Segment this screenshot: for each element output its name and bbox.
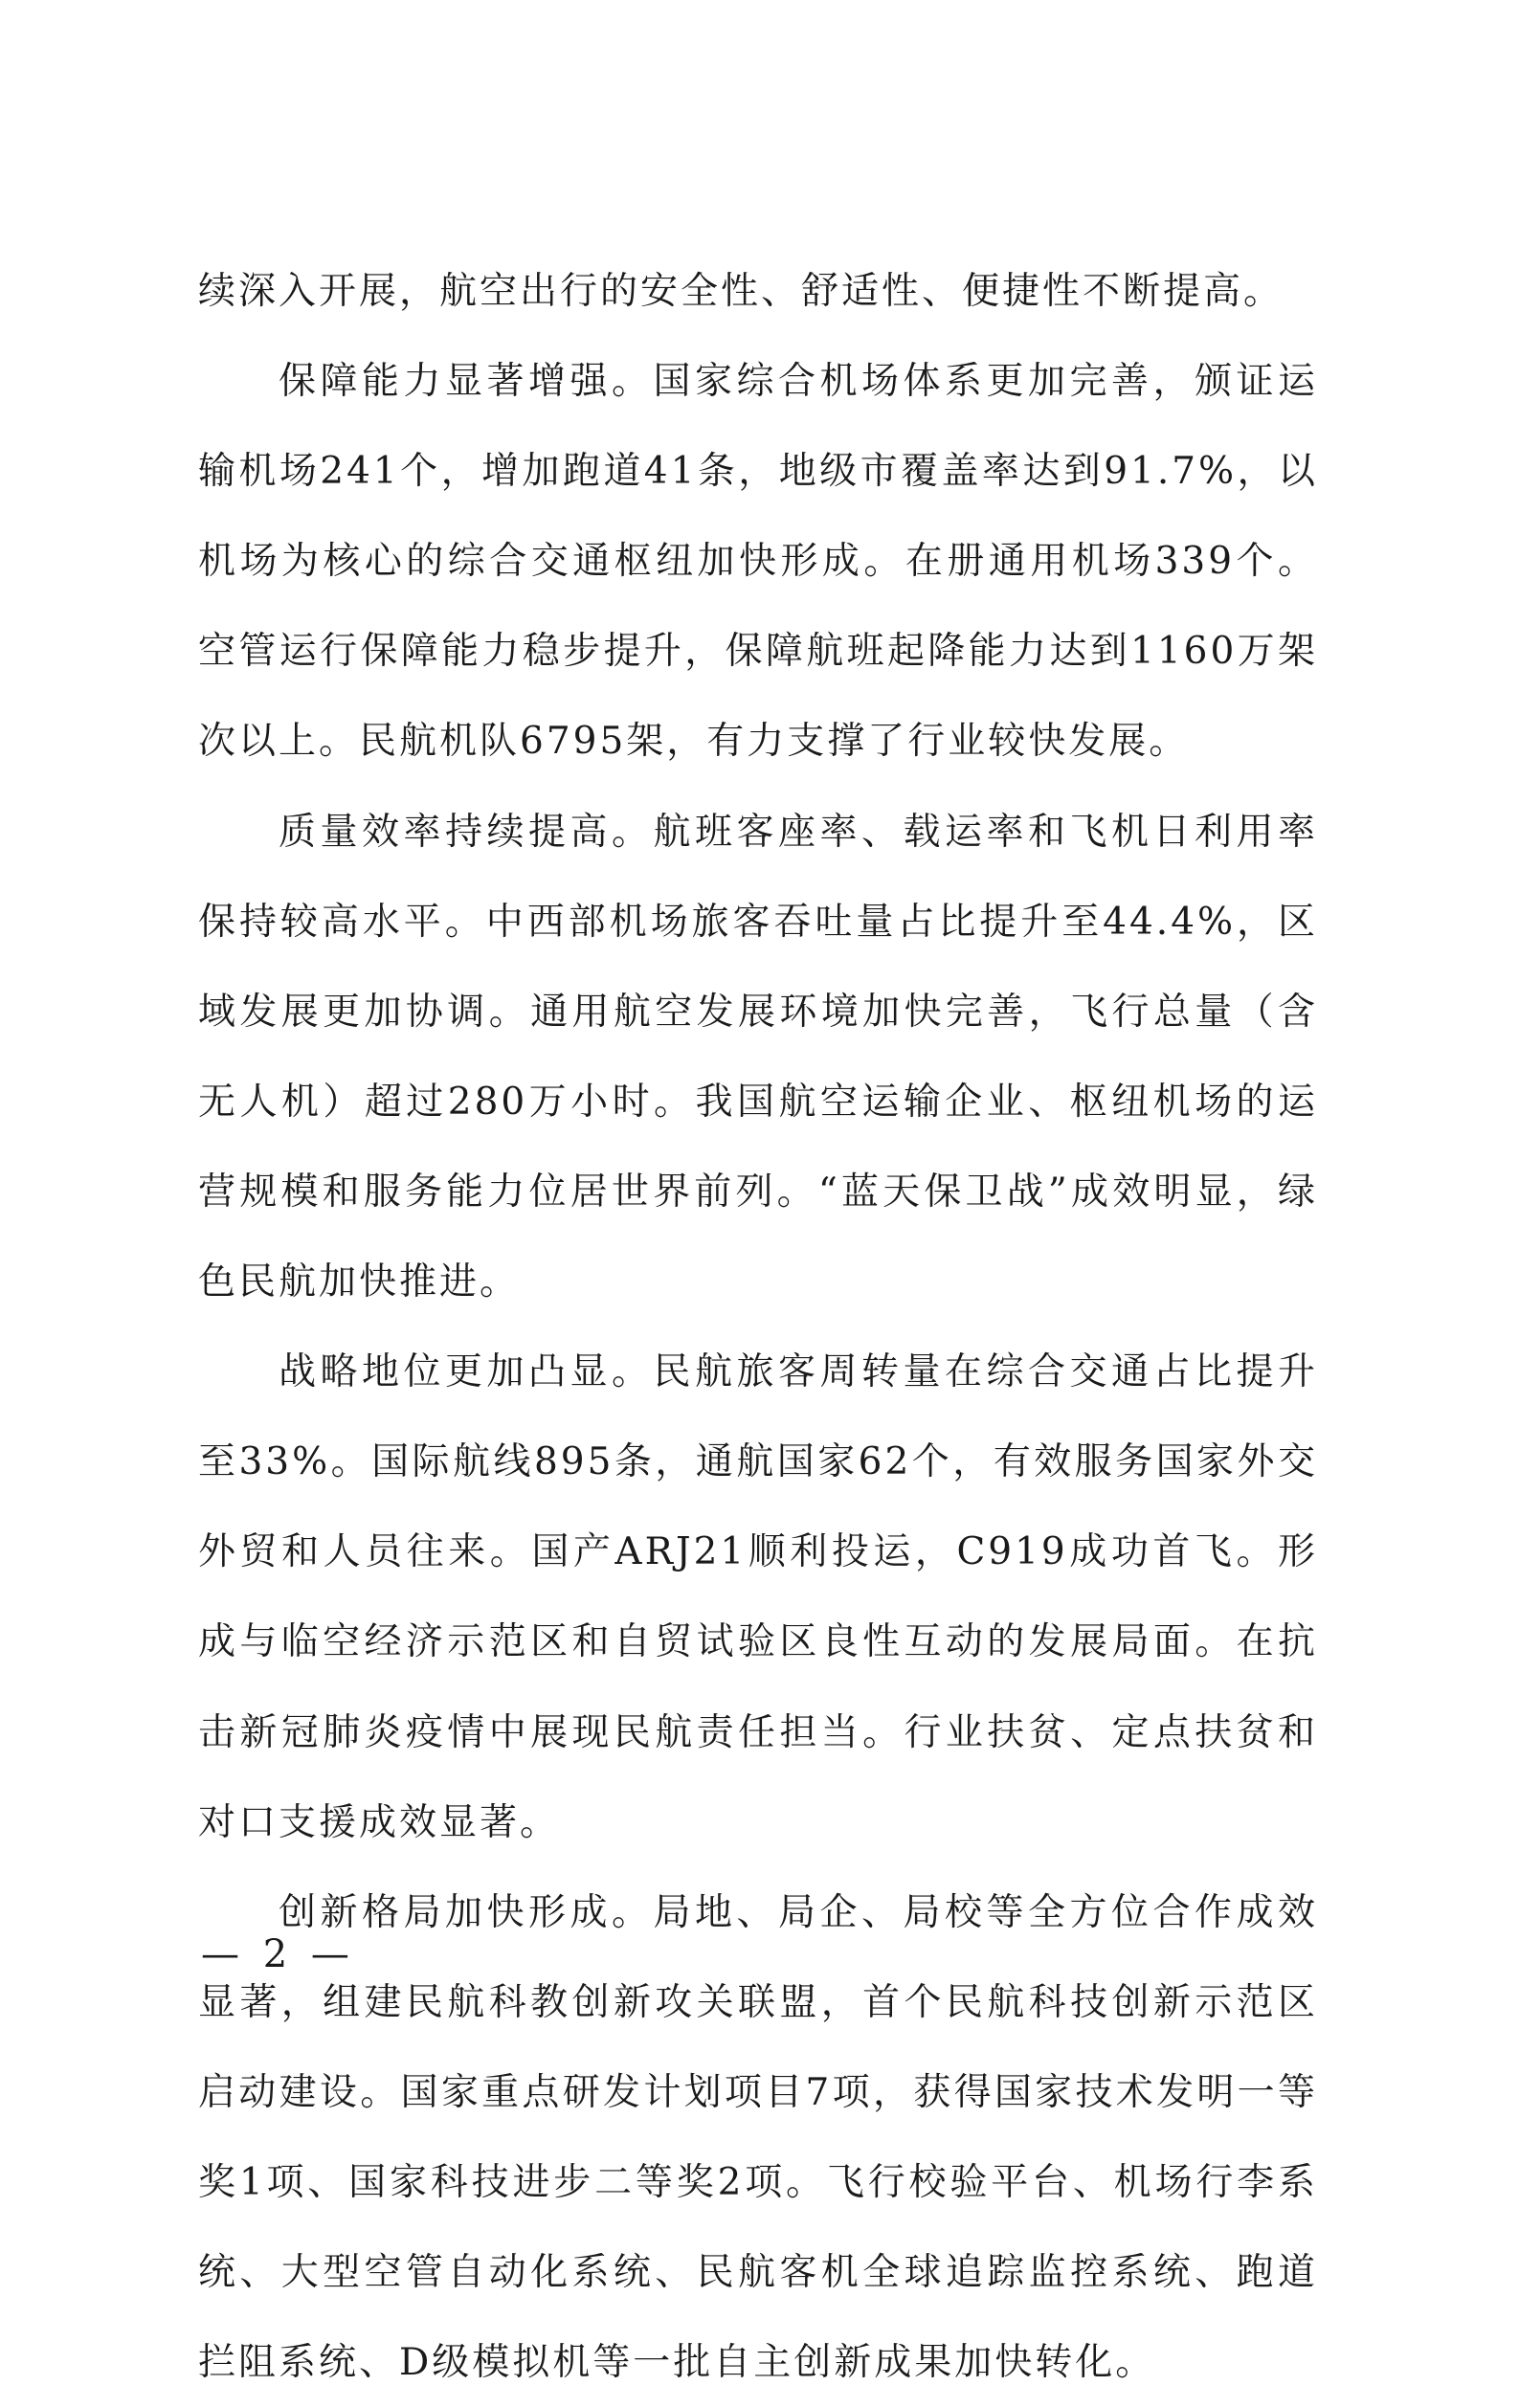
page-number: — 2 — [201, 1932, 355, 1976]
paragraph-innovation: 创新格局加快形成。局地、局企、局校等全方位合作成效显著，组建民航科教创新攻关联盟，首个民航科技创新示范区启动建设。国家重点研发计划项目7项，获得国家技术发明一等奖1项、国家科技进步二等奖2项。飞行校验平台、机场行李系统、大型空管自动化系统、民航客机全球追踪监控系统、跑道拦阻系统、D级模拟机等一批自主创新成果加快转化。 [198, 1890, 1318, 2385]
paragraph-support-capacity: 保障能力显著增强。国家综合机场体系更加完善，颁证运输机场241个，增加跑道41条，地级市覆盖率达到91.7%，以机场为核心的综合交通枢纽加快形成。在册通用机场339个。空管运行保障能力稳步提升，保障航班起降能力达到1160万架次以上。民航机队6795架，有力支撑了行业较快发展。 [198, 360, 1318, 764]
paragraph-continuation: 续深入开展，航空出行的安全性、舒适性、便捷性不断提高。 [198, 270, 1284, 313]
body-text [198, 247, 1318, 2408]
paragraph-strategic-position: 战略地位更加凸显。民航旅客周转量在综合交通占比提升至33%。国际航线895条，通航国家62个，有效服务国家外交外贸和人员往来。国产ARJ21顺利投运，C919成功首飞。形成与临空经济示范区和自贸试验区良性互动的发展局面。在抗击新冠肺炎疫情中展现民航责任担当。行业扶贫、定点扶贫和对口支援成效显著。 [198, 1350, 1318, 1844]
paragraph-quality-efficiency: 质量效率持续提高。航班客座率、载运率和飞机日利用率保持较高水平。中西部机场旅客吞吐量占比提升至44.4%，区域发展更加协调。通用航空发展环境加快完善，飞行总量（含无人机）超过280万小时。我国航空运输企业、枢纽机场的运营规模和服务能力位居世界前列。“蓝天保卫战”成效明显，绿色民航加快推进。 [198, 810, 1318, 1304]
